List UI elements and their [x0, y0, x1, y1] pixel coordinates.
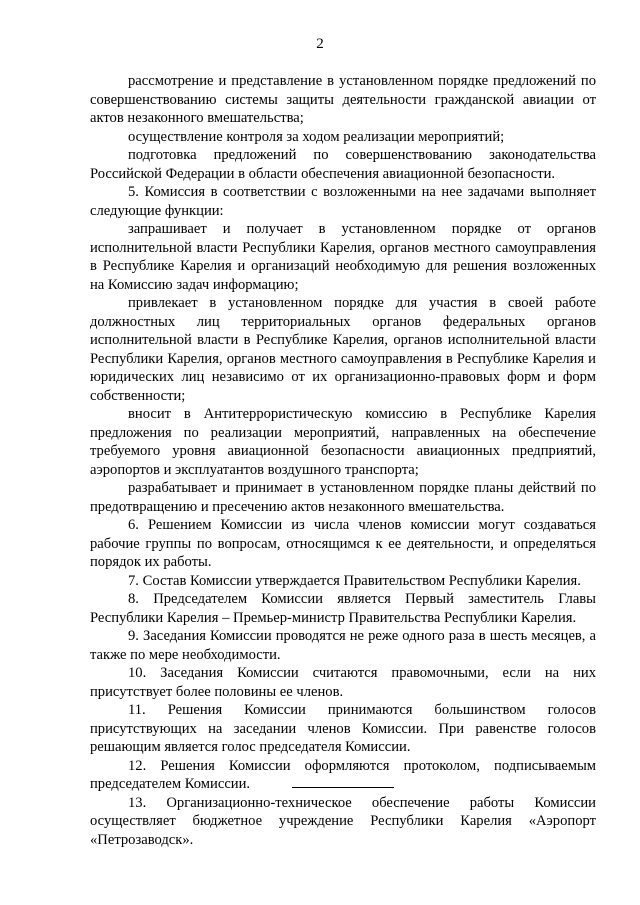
paragraph: привлекает в установленном порядке для участия в своей работе должностных лиц территориальных органов федеральных органов исполнительной власти в Республике Карелия, органов исполнительной власти Республики Карелия, органов местного самоуправления в Республике Карелия и юридических лиц независимо от их организационно-правовых форм и форм собственности;: [90, 295, 596, 404]
paragraph: 13. Организационно-техническое обеспечение работы Комиссии осуществляет бюджетное учреждение Республики Карелия «Аэропорт «Петрозаводск».: [90, 794, 596, 848]
paragraph: 6. Решением Комиссии из числа членов комиссии могут создаваться рабочие группы по вопросам, относящимся к ее деятельности, и определяться порядок их работы.: [90, 517, 596, 570]
page-number: 2: [316, 36, 324, 52]
document-body: [90, 72, 596, 849]
paragraph: 5. Комиссия в соответствии с возложенными на нее задачами выполняет следующие функции:: [90, 184, 596, 219]
paragraph: рассмотрение и представление в установленном порядке предложений по совершенствованию системы защиты деятельности гражданской авиации от актов незаконного вмешательства;: [90, 73, 596, 126]
paragraph: осуществление контроля за ходом реализации мероприятий;: [128, 128, 505, 145]
paragraph: вносит в Антитеррористическую комиссию в Республике Карелия предложения по реализации мероприятий, направленных на обеспечение требуемого уровня авиационной безопасности авиационных предприятий, аэропортов и эксплуатантов воздушного транспорта;: [90, 406, 596, 478]
paragraph: 12. Решения Комиссии оформляются протоколом, подписываемым председателем Комиссии.: [90, 757, 596, 792]
paragraph: 8. Председателем Комиссии является Первый заместитель Главы Республики Карелия – Премьер-министр Правительства Республики Карелия.: [90, 591, 596, 626]
paragraph: 7. Состав Комиссии утверждается Правительством Республики Карелия.: [128, 572, 581, 589]
paragraph: запрашивает и получает в установленном порядке от органов исполнительной власти Республики Карелия, органов местного самоуправления в Республике Карелия и организаций необходимую для решения возложенных на Комиссию задач информацию;: [90, 221, 596, 293]
paragraph: 10. Заседания Комиссии считаются правомочными, если на них присутствует более половины ее членов.: [90, 665, 596, 700]
paragraph: 9. Заседания Комиссии проводятся не реже одного раза в шесть месяцев, а также по мере необходимости.: [90, 628, 596, 663]
paragraph: подготовка предложений по совершенствованию законодательства Российской Федерации в области обеспечения авиационной безопасности.: [90, 147, 596, 182]
paragraph: разрабатывает и принимает в установленном порядке планы действий по предотвращению и пресечению актов незаконного вмешательства.: [90, 480, 596, 515]
paragraph: 11. Решения Комиссии принимаются большинством голосов присутствующих на заседании членов Комиссии. При равенстве голосов решающим является голос председателя Комиссии.: [90, 702, 596, 755]
end-divider: [292, 787, 394, 788]
